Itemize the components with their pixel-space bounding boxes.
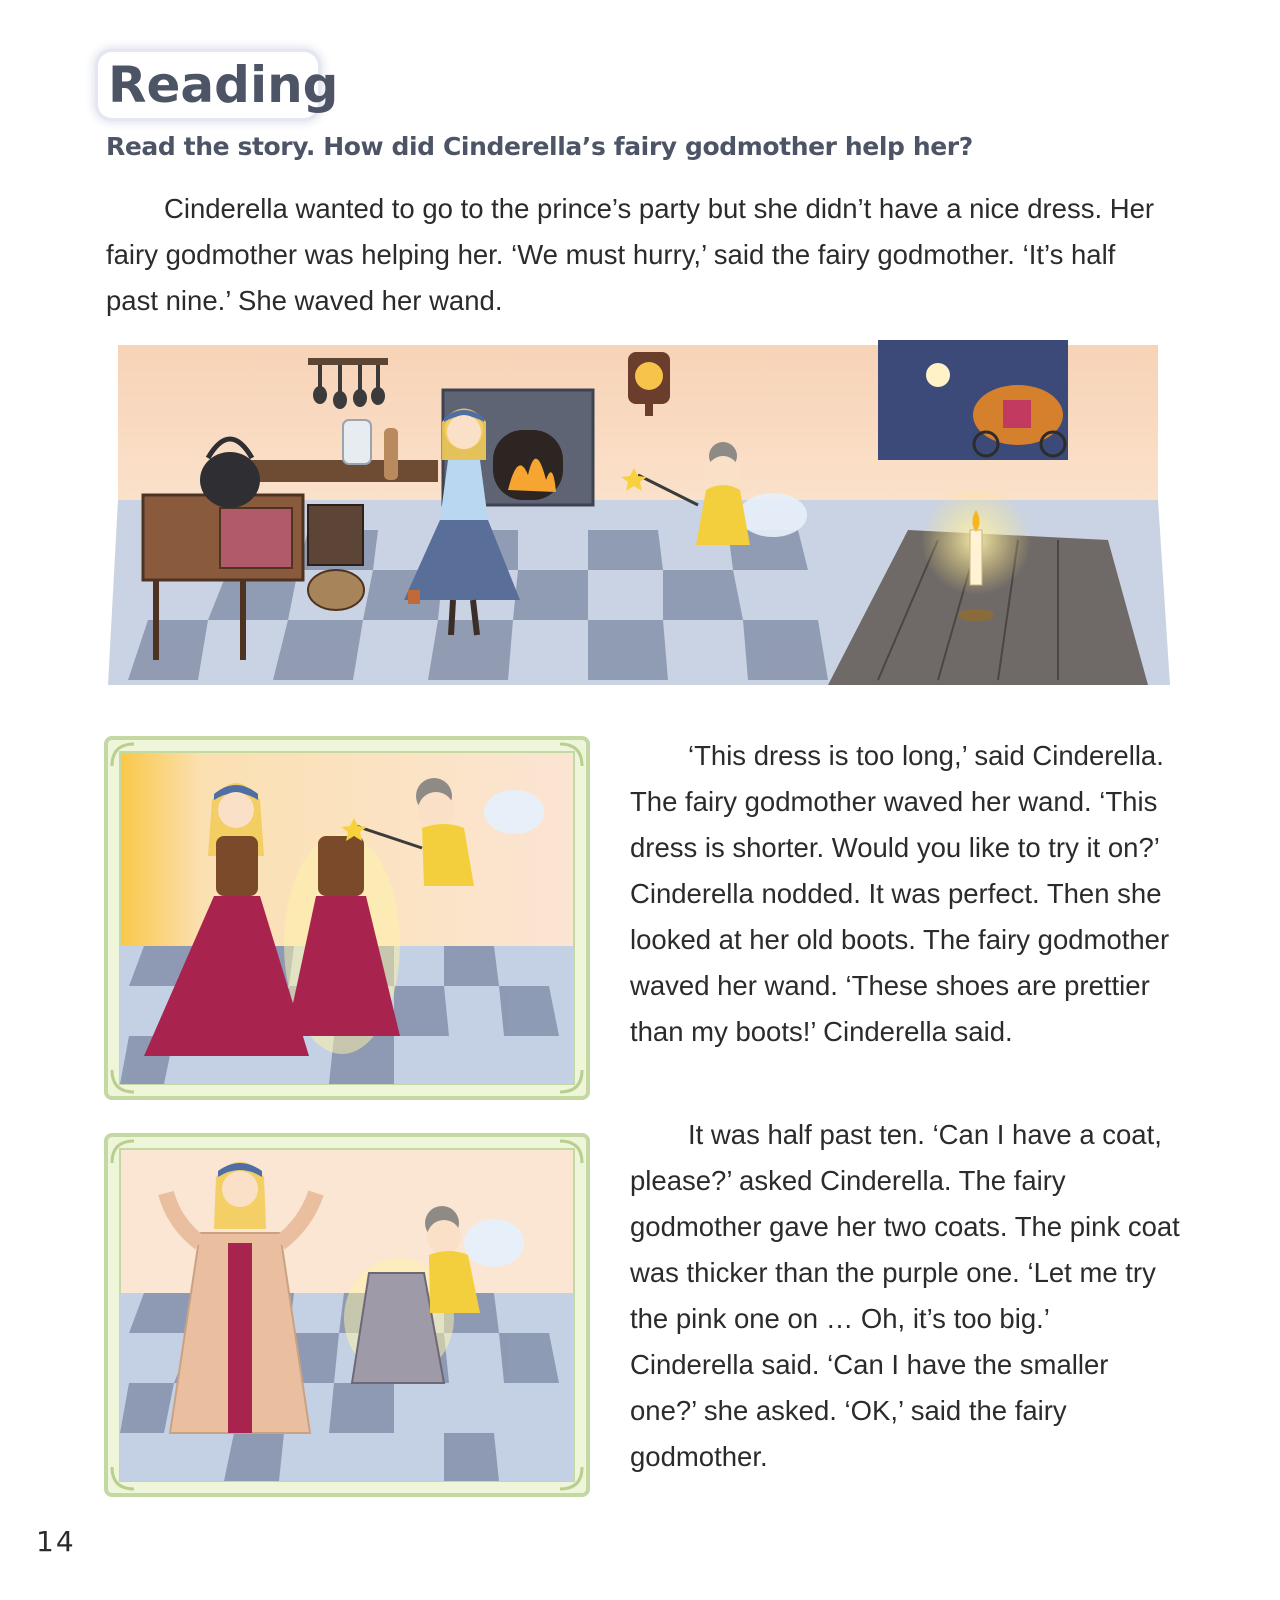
section-heading: Reading [108, 56, 339, 114]
page-number: 14 [36, 1525, 76, 1558]
kitchen-illustration [108, 340, 1170, 710]
story-paragraph-2: ‘This dress is too long,’ said Cinderella. The fairy godmother waved her wand. ‘This dress is shorter. Would you like to try it on?’ Cinderella nodded. It was perfect. Then she looked at her old boots. The fairy godmother waved her wand. ‘These shoes are prettier than my boots!’ Cinderella said. [630, 740, 1170, 1047]
coat-illustration [104, 1133, 590, 1497]
story-paragraph-1: Cinderella wanted to go to the prince’s party but she didn’t have a nice dress. Her fairy godmother was helping her. ‘We must hurry,’ said the fairy godmother. ‘It’s half past nine.’ She waved her wand. [106, 193, 1155, 316]
dress-illustration [104, 736, 590, 1100]
section-heading-box [98, 52, 339, 118]
reading-question: Read the story. How did Cinderella’s fairy godmother help her? [106, 132, 973, 161]
story-paragraph-3: It was half past ten. ‘Can I have a coat, please?’ asked Cinderella. The fairy godmother gave her two coats. The pink coat was thicker than the purple one. ‘Let me try the pink one on … Oh, it’s too big.’ Cinderella said. ‘Can I have the smaller one?’ she asked. ‘OK,’ said the fairy godmother. [630, 1119, 1180, 1472]
